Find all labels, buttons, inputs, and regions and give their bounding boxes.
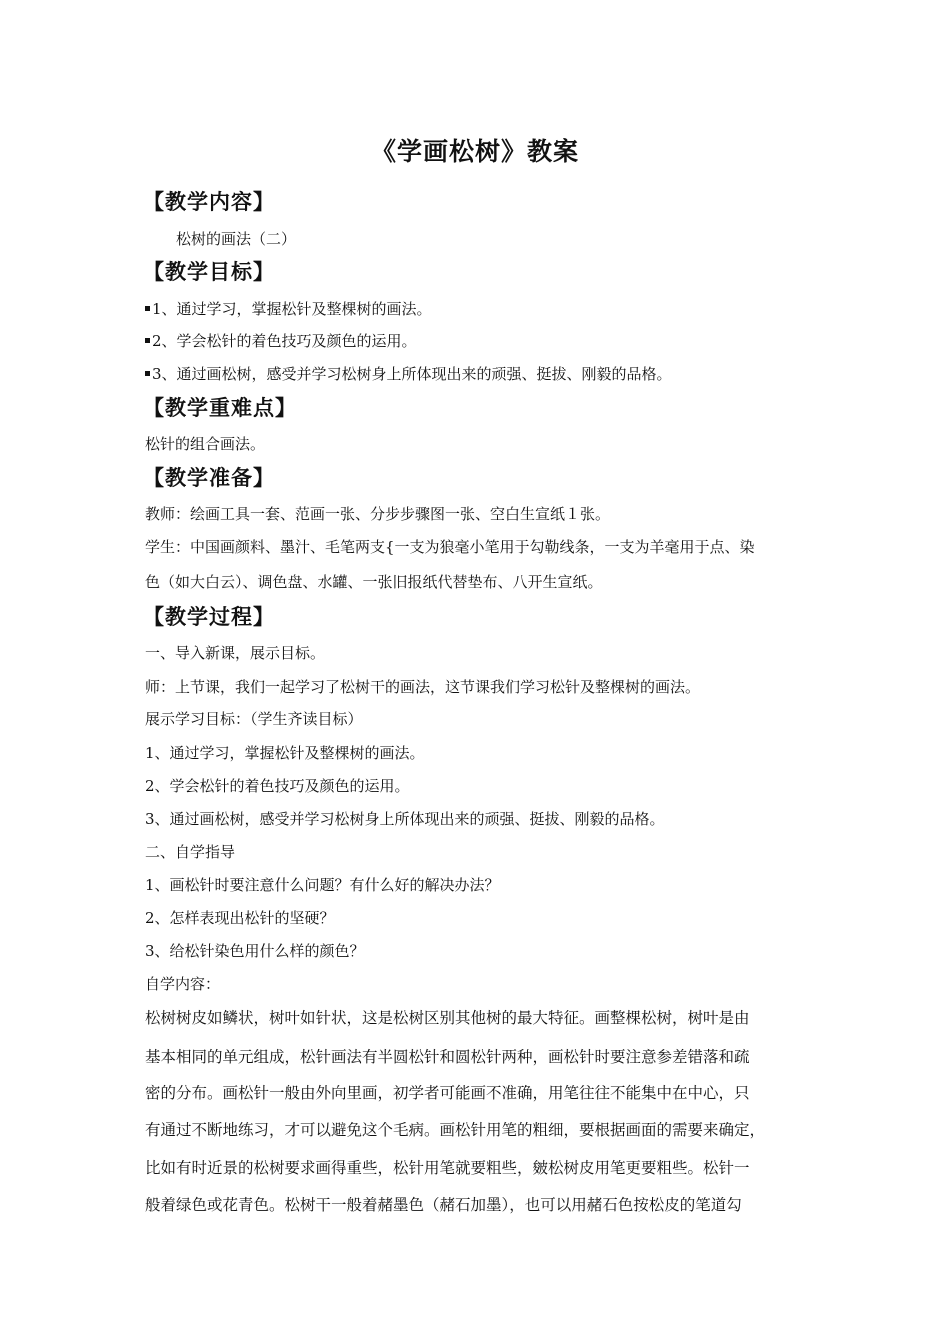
paragraph-line: 密的分布。画松针一般由外向里画，初学者可能画不准确，用笔往往不能集中在中心，只 bbox=[145, 1084, 750, 1102]
process-line: 自学内容： bbox=[145, 975, 221, 993]
heading-key-points: 【教学重难点】 bbox=[143, 396, 297, 420]
process-line: 一、导入新课，展示目标。 bbox=[145, 644, 326, 662]
process-line: 3、给松针染色用什么样的颜色？ bbox=[145, 942, 365, 960]
heading-preparation: 【教学准备】 bbox=[143, 466, 275, 490]
bullet-icon bbox=[145, 306, 150, 311]
process-line: 二、自学指导 bbox=[145, 843, 236, 861]
process-line: 1、通过学习，掌握松针及整棵树的画法。 bbox=[145, 744, 425, 762]
process-line: 2、怎样表现出松针的坚硬？ bbox=[145, 909, 335, 927]
process-line: 2、学会松针的着色技巧及颜色的运用。 bbox=[145, 777, 410, 795]
heading-teaching-content: 【教学内容】 bbox=[143, 190, 275, 214]
process-line: 展示学习目标：（学生齐读目标） bbox=[145, 710, 363, 728]
process-line: 师：上节课，我们一起学习了松树干的画法，这节课我们学习松针及整棵树的画法。 bbox=[145, 678, 701, 696]
paragraph-line: 有通过不断地练习，才可以避免这个毛病。画松针用笔的粗细，要根据画面的需要来确定， bbox=[145, 1121, 766, 1139]
process-line: 1、画松针时要注意什么问题？有什么好的解决办法？ bbox=[145, 876, 500, 894]
preparation-teacher: 教师：绘画工具一套、范画一张、分步步骤图一张、空白生宣纸１张。 bbox=[145, 505, 611, 523]
goal-item: 2、学会松针的着色技巧及颜色的运用。 bbox=[145, 330, 417, 351]
goal-item: 3、通过画松树，感受并学习松树身上所体现出来的顽强、挺拔、刚毅的品格。 bbox=[145, 363, 672, 384]
heading-teaching-process: 【教学过程】 bbox=[143, 605, 275, 629]
bullet-icon bbox=[145, 371, 150, 376]
key-points-text: 松针的组合画法。 bbox=[145, 435, 266, 453]
paragraph-line: 基本相同的单元组成，松针画法有半圆松针和圆松针两种，画松针时要注意参差错落和疏 bbox=[145, 1048, 750, 1066]
bullet-icon bbox=[145, 338, 150, 343]
process-line: 3、通过画松树，感受并学习松树身上所体现出来的顽强、挺拔、刚毅的品格。 bbox=[145, 810, 665, 828]
document-title: 《学画松树》教案 bbox=[370, 137, 579, 166]
paragraph-line: 般着绿色或花青色。松树干一般着赭墨色（赭石加墨），也可以用赭石色按松皮的笔道勾 bbox=[145, 1196, 742, 1214]
paragraph-line: 比如有时近景的松树要求画得重些，松针用笔就要粗些，皴松树皮用笔更要粗些。松针一 bbox=[145, 1159, 750, 1177]
paragraph-line: 松树树皮如鳞状，树叶如针状，这是松树区别其他树的最大特征。画整棵松树，树叶是由 bbox=[145, 1009, 750, 1027]
goal-item: 1、通过学习，掌握松针及整棵树的画法。 bbox=[145, 298, 432, 319]
heading-teaching-goals: 【教学目标】 bbox=[143, 260, 275, 284]
teaching-content-text: 松树的画法（二） bbox=[176, 230, 297, 248]
preparation-student-line: 学生：中国画颜料、墨汁、毛笔两支{一支为狼毫小笔用于勾勒线条，一支为羊毫用于点、染 bbox=[145, 538, 755, 556]
preparation-student-line: 色（如大白云）、调色盘、水罐、一张旧报纸代替垫布、八开生宣纸。 bbox=[145, 573, 603, 591]
